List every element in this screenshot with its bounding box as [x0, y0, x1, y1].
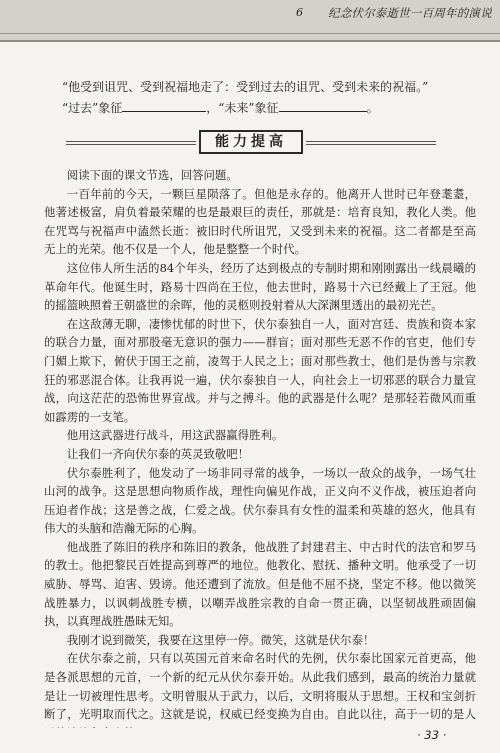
- heading-rule-right-2: [306, 144, 436, 145]
- quote-line: “他受到诅咒、受到祝福地走了：受到过去的诅咒、受到未来的祝福。”: [62, 80, 429, 94]
- page-header: [0, 0, 500, 42]
- paragraph: 在伏尔泰之前，只有以英国元首来命名时代的先例，伏尔泰比国家元首更高，他是各派思想的元首，一个新的纪元从伏尔泰开始。从此我们感到，最高的统治力量就是让一切被理性思考。文明曾服从于武力，以后，文明将服从于思想。王权和宝剑折断了，光明取而代之。这就是说，权威已经变换为自由。自此以往，高于一切的是人: [44, 651, 476, 722]
- past-label: “过去”象征: [62, 101, 123, 115]
- paragraph: 这位伟人所生活的84个年头，经历了达到极点的专制时期和刚刚露出一线晨曦的革命年代。他诞生时，路易十四尚在王位，他去世时，路易十六已经戴上了王冠。他的摇篮映照着王朝盛世的余晖，他的灵柩则投射着从大深渊里透出的最初光芒。: [44, 260, 476, 313]
- reading-passage: [44, 166, 476, 742]
- future-label: ，“未来”象征: [206, 101, 279, 115]
- paragraph: 伏尔泰胜利了，他发动了一场非同寻常的战争，一场以一敌众的战争，一场气壮山河的战争。这是思想向物质作战，理性向偏见作战，正义向不义作战，被压迫者向压迫者作战；这是善之战，仁爱之战。伏尔泰具有女性的温柔和英雄的怒火，他具有伟大的头脑和浩瀚无际的心胸。: [44, 465, 476, 536]
- paragraph: 他用这武器进行战斗，用这武器赢得胜利。: [66, 428, 284, 443]
- heading-rule-right: [306, 141, 436, 142]
- answer-blank-past[interactable]: [122, 99, 206, 112]
- header-rule: [0, 33, 500, 34]
- paragraph: 我刚才说到微笑，我要在这里停一停。微笑，这就是伏尔泰！: [66, 632, 375, 647]
- chapter-number: 6: [296, 6, 303, 19]
- section-heading: 能力提高: [199, 130, 303, 154]
- fill-in-line: [62, 99, 379, 116]
- paragraph: 在这敌薄无聊，凄惨忧郁的时世下，伏尔泰独自一人，面对宫廷、贵族和资本家的联合力量，面对那股毫无意识的强力——群盲；面对那些无恶不作的官吏，他们专门媚上欺下，俯伏于国王之前，凌驾于人民之上；面对那些教士，他们是伪善与宗教狂的邪恶混合体。让我再说一遍，伏尔泰独自一人，向社会上一切邪恶的联合力量宣战，向这茫茫的恐怖世界宣战。并与之搏斗。他的武器是什么呢？是那轻若微风而重如霹雳的一支笔。: [44, 316, 476, 424]
- instruction-text: 阅读下面的课文节选，回答问题。: [66, 168, 238, 182]
- page-number: · 33 ·: [417, 728, 447, 742]
- paragraph: 一百年前的今天，一颗巨星陨落了。但他是永存的。他离开人世时已年登耄耋，他著述极富，肩负着最荣耀的也是最艰巨的责任，那就是：培育良知，教化人类。他在咒骂与祝福声中溘然长逝：被旧时代所诅咒，又受到未来的祝福。这二者都是至高无上的光荣。他不仅是一个人，他是整整一个时代。: [44, 186, 476, 257]
- answer-blank-future[interactable]: [279, 99, 367, 112]
- heading-rule-left-2: [66, 144, 196, 145]
- chapter-title: 纪念伏尔泰逝世一百周年的演说: [328, 6, 492, 20]
- paragraph: 让我们一齐向伏尔泰的英灵致敬吧！: [66, 446, 250, 461]
- paragraph: 他战胜了陈旧的秩序和陈旧的教条，他战胜了封建君主、中古时代的法官和罗马的教士。他把黎民百姓提高到尊严的地位。他教化、慰抚、播种文明。他承受了一切威胁、辱骂、迫害、毁谤。他还遭到了流放。但是他不屈不挠，坚定不移。他以微笑战胜暴力，以讽刺战胜专横，以嘲弄战胜宗教的自命一贯正确，以坚韧战胜顽固偏执，以真理战胜愚昧无知。: [44, 539, 476, 629]
- heading-rule-left: [66, 141, 196, 142]
- line-end: 。: [366, 101, 379, 115]
